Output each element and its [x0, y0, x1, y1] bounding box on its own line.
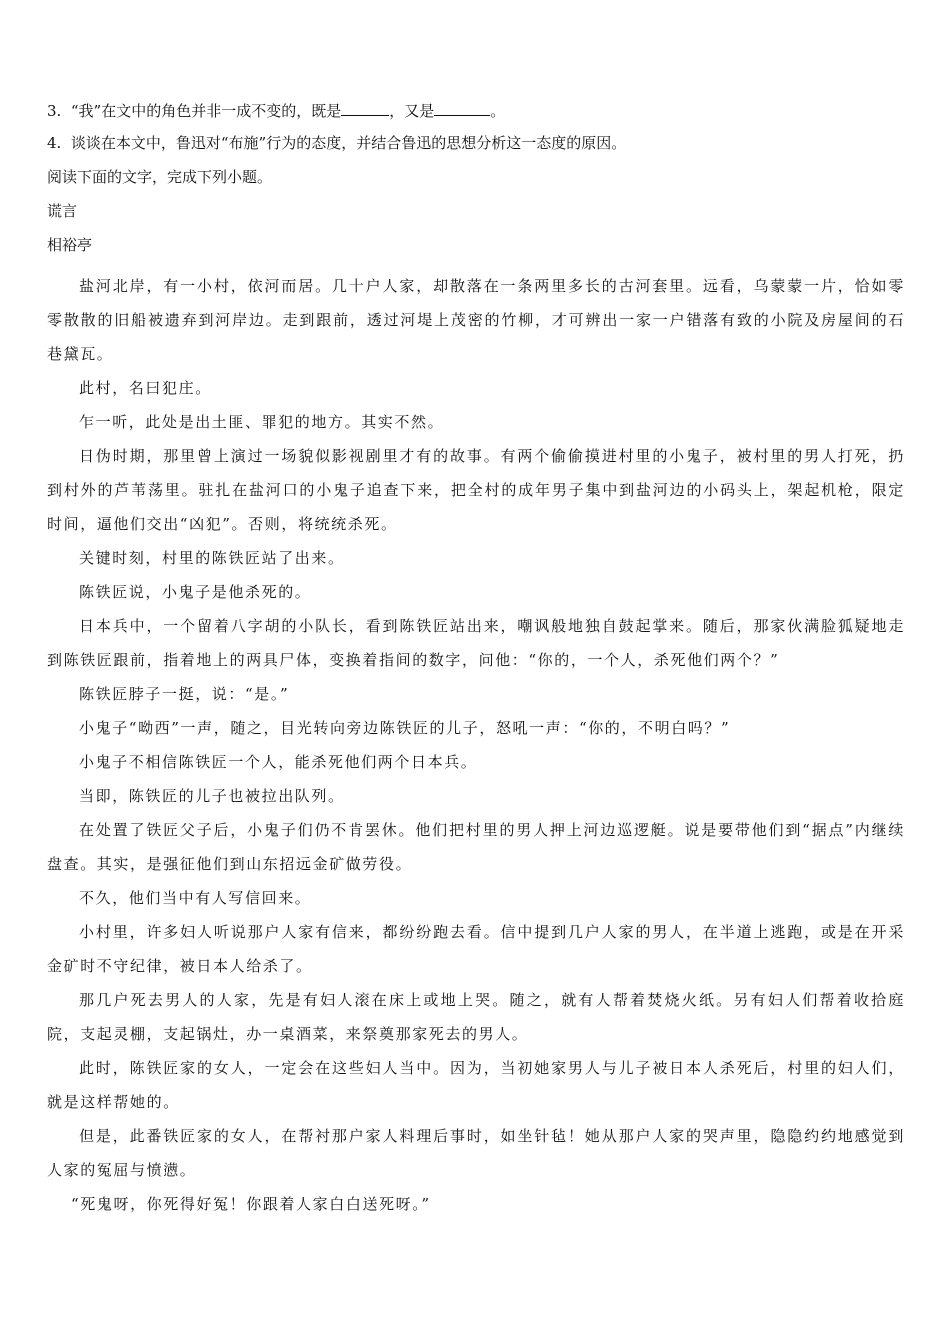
paragraph: 日伪时期，那里曾上演过一场貌似影视剧里才有的故事。有两个偷偷摸进村里的小鬼子，被村里的男人打死，扔到村外的芦苇荡里。驻扎在盐河口的小鬼子追查下来，把全村的成年男子集中到盐河边的小码头上，架起机枪，限定时间，逼他们交出“凶犯”。否则，将统统杀死。: [47, 447, 905, 533]
question-4-number: 4.: [47, 134, 62, 152]
document-content: [47, 99, 905, 1221]
question-4: [47, 133, 905, 167]
paragraph: 此时，陈铁匠家的女人，一定会在这些妇人当中。因为，当初她家男人与儿子被日本人杀死后，村里的妇人们，就是这样帮她的。: [47, 1059, 905, 1111]
paragraph: 但是，此番铁匠家的女人，在帮衬那户家人料理后事时，如坐针毡！她从那户人家的哭声里，隐隐约约地感觉到人家的冤屈与愤懑。: [47, 1127, 905, 1179]
answer-blank-2[interactable]: [434, 99, 490, 116]
paragraph: “死鬼呀，你死得好冤！你跟着人家白白送死呀。”: [71, 1195, 431, 1213]
question-3-number: 3.: [47, 102, 62, 120]
paragraph: 小鬼子“呦西”一声，随之，目光转向旁边陈铁匠的儿子，怒吼一声：“你的，不明白吗？”: [79, 719, 731, 737]
paragraph: 小鬼子不相信陈铁匠一个人，能杀死他们两个日本兵。: [79, 753, 478, 771]
article-title: 谎言: [47, 202, 78, 220]
paragraph: 盐河北岸，有一小村，依河而居。几十户人家，却散落在一条两里多长的古河套里。远看，乌蒙蒙一片，恰如零零散散的旧船被遗弃到河岸边。走到跟前，透过河堤上茂密的竹柳，才可辨出一家一户错落有致的小院及房屋间的石巷黛瓦。: [47, 277, 905, 363]
paragraph: 陈铁匠脖子一挺，说：“是。”: [79, 685, 290, 703]
question-3-text-middle: ，又是: [389, 102, 435, 120]
paragraph: 陈铁匠说，小鬼子是他杀死的。: [79, 583, 312, 601]
paragraph: 当即，陈铁匠的儿子也被拉出队列。: [79, 787, 345, 805]
paragraph: 不久，他们当中有人写信回来。: [79, 889, 312, 907]
article-body: [47, 269, 905, 1221]
answer-blank-1[interactable]: [341, 99, 389, 116]
paragraph: 关键时刻，村里的陈铁匠站了出来。: [79, 549, 345, 567]
paragraph: 在处置了铁匠父子后，小鬼子们仍不肯罢休。他们把村里的男人押上河边巡逻艇。说是要带他们到“据点”内继续盘查。其实，是强征他们到山东招远金矿做劳役。: [47, 821, 905, 873]
question-3-text-after: 。: [490, 102, 506, 120]
paragraph: 乍一听，此处是出土匪、罪犯的地方。其实不然。: [79, 413, 445, 431]
paragraph: 日本兵中，一个留着八字胡的小队长，看到陈铁匠站出来，嘲讽般地独自鼓起掌来。随后，那家伙满脸狐疑地走到陈铁匠跟前，指着地上的两具尸体，变换着指间的数字，问他：“你的，一个人，杀死他们两个？”: [47, 617, 905, 669]
question-3-text-before: “我”在文中的角色并非一成不变的，既是: [70, 102, 342, 120]
question-3: [47, 99, 905, 133]
reading-instruction: 阅读下面的文字，完成下列小题。: [47, 168, 273, 186]
paragraph: 此村，名曰犯庄。: [79, 379, 212, 397]
article-author: 相裕亭: [47, 236, 93, 254]
question-4-text: 谈谈在本文中，鲁迅对“布施”行为的态度，并结合鲁迅的思想分析这一态度的原因。: [70, 134, 627, 152]
paragraph: 那几户死去男人的人家，先是有妇人滚在床上或地上哭。随之，就有人帮着焚烧火纸。另有妇人们帮着收拾庭院，支起灵棚，支起锅灶，办一桌酒菜，来祭奠那家死去的男人。: [47, 991, 905, 1043]
paragraph: 小村里，许多妇人听说那户人家有信来，都纷纷跑去看。信中提到几户人家的男人，在半道上逃跑，或是在开采金矿时不守纪律，被日本人给杀了。: [47, 923, 905, 975]
